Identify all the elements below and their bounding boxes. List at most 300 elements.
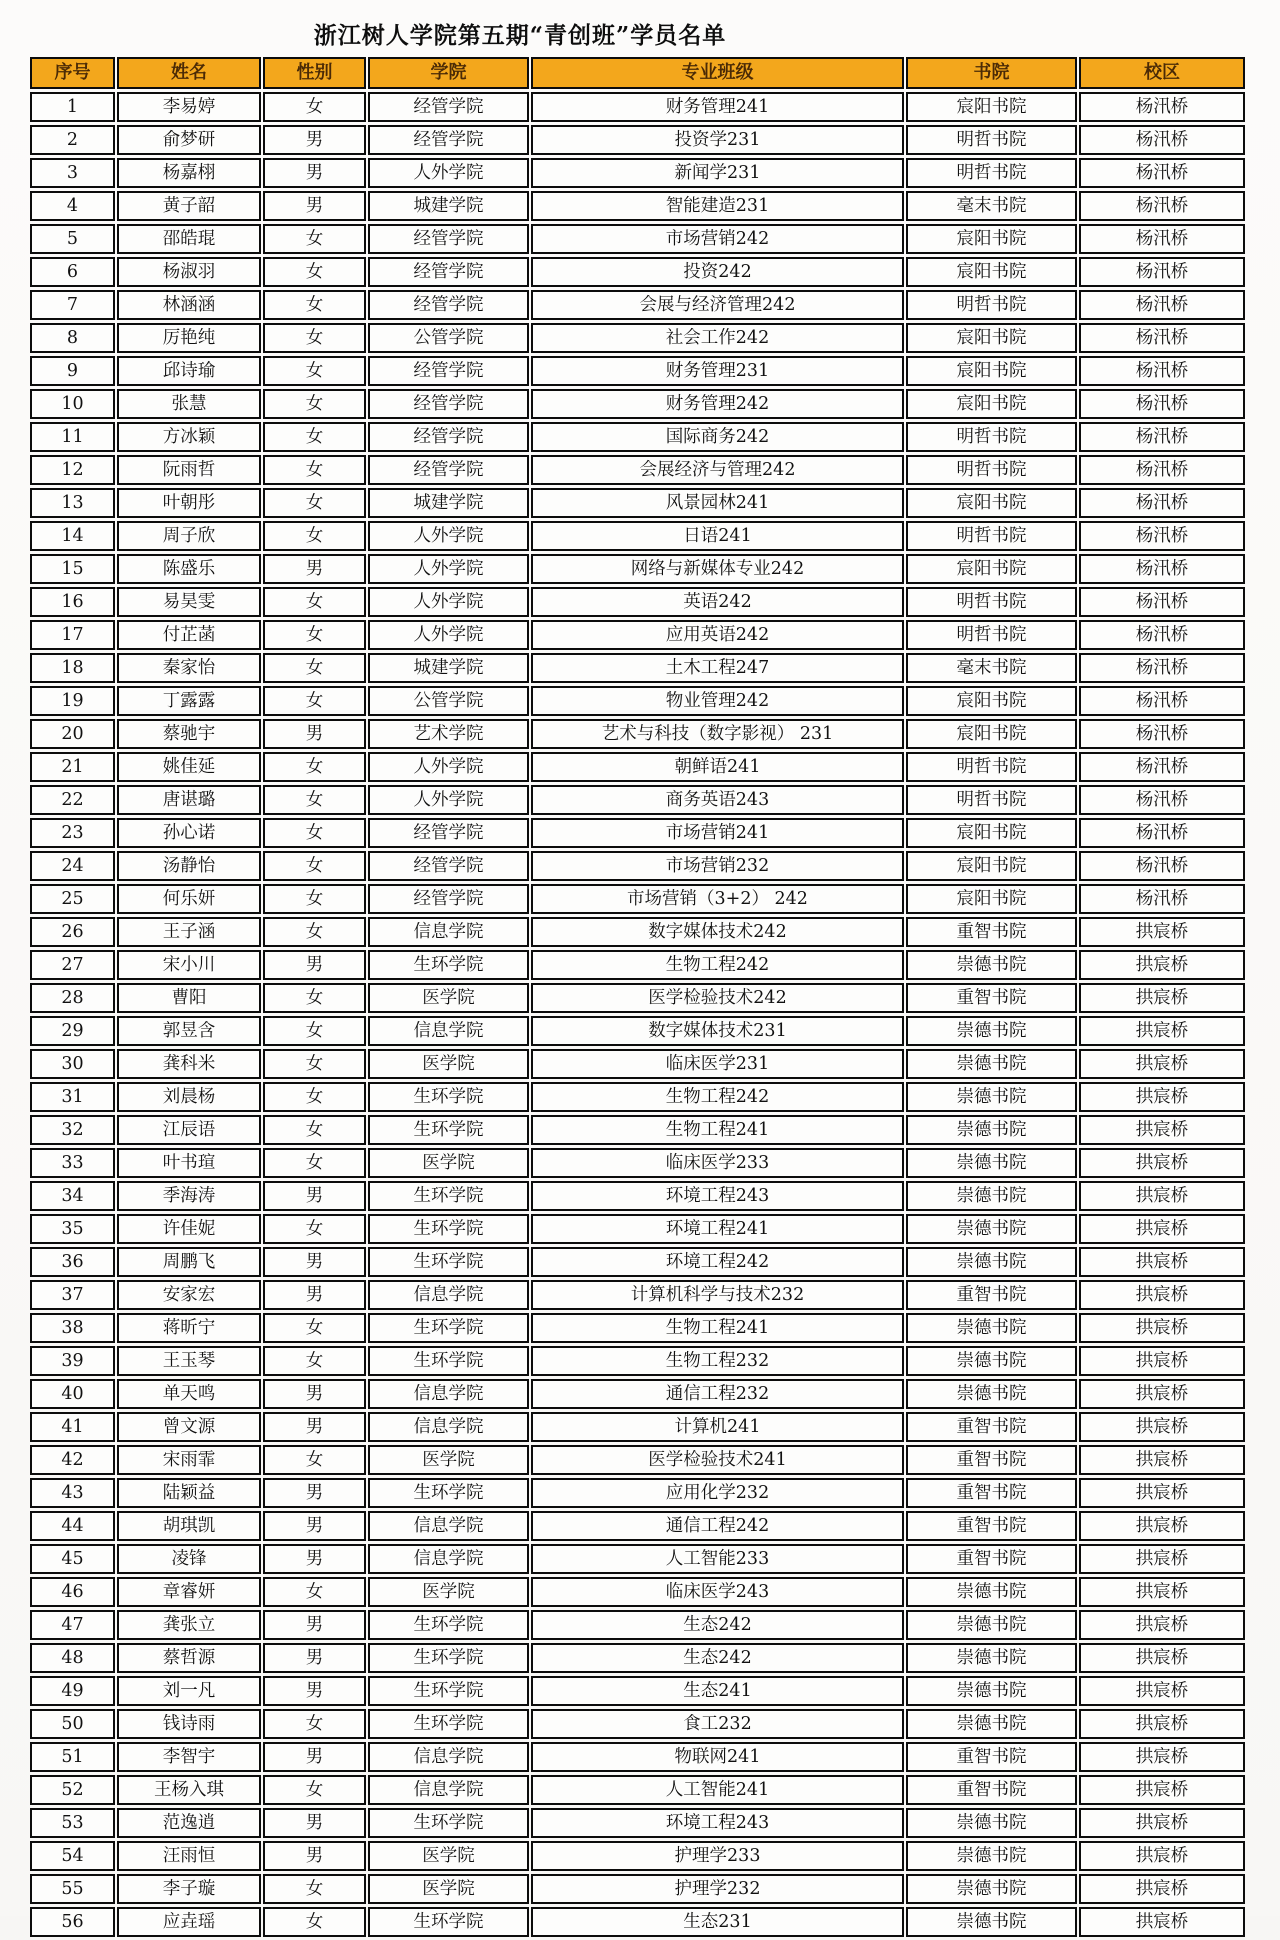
table-cell: 生环学院 [368,1643,529,1673]
table-cell: 阮雨哲 [117,455,261,485]
table-cell: 黄子韶 [117,191,261,221]
table-cell: 安家宏 [117,1280,261,1310]
table-cell: 环境工程241 [531,1214,904,1244]
table-cell: 信息学院 [368,1775,529,1805]
table-cell: 生环学院 [368,1247,529,1277]
table-cell: 经管学院 [368,851,529,881]
table-row [30,1577,1245,1607]
table-cell: 杨汛桥 [1079,323,1245,353]
table-cell: 环境工程243 [531,1181,904,1211]
table-cell: 经管学院 [368,884,529,914]
table-row [30,488,1245,518]
table-cell: 重智书院 [906,983,1077,1013]
table-cell: 护理学232 [531,1874,904,1904]
table-cell: 生环学院 [368,1115,529,1145]
table-cell: 重智书院 [906,917,1077,947]
table-cell: 重智书院 [906,1478,1077,1508]
table-cell: 33 [30,1148,115,1178]
table-cell: 女 [263,1214,366,1244]
table-cell: 计算机241 [531,1412,904,1442]
table-cell: 陆颖益 [117,1478,261,1508]
table-cell: 城建学院 [368,191,529,221]
table-cell: 34 [30,1181,115,1211]
table-cell: 生环学院 [368,1313,529,1343]
table-row [30,1346,1245,1376]
table-cell: 经管学院 [368,389,529,419]
table-cell: 宸阳书院 [906,554,1077,584]
table-cell: 计算机科学与技术232 [531,1280,904,1310]
table-cell: 女 [263,983,366,1013]
table-cell: 拱宸桥 [1079,1016,1245,1046]
table-cell: 单天鸣 [117,1379,261,1409]
table-cell: 人外学院 [368,620,529,650]
table-cell: 生态241 [531,1676,904,1706]
table-row [30,620,1245,650]
table-cell: 10 [30,389,115,419]
table-cell: 女 [263,587,366,617]
table-cell: 付芷菡 [117,620,261,650]
table-cell: 明哲书院 [906,422,1077,452]
table-cell: 蔡驰宇 [117,719,261,749]
table-cell: 杨汛桥 [1079,389,1245,419]
table-cell: 数字媒体技术242 [531,917,904,947]
table-cell: 30 [30,1049,115,1079]
table-cell: 生环学院 [368,1610,529,1640]
table-cell: 男 [263,1247,366,1277]
table-row [30,1049,1245,1079]
table-cell: 生物工程232 [531,1346,904,1376]
table-row [30,257,1245,287]
table-cell: 城建学院 [368,488,529,518]
table-cell: 财务管理231 [531,356,904,386]
table-row [30,1214,1245,1244]
table-cell: 男 [263,1610,366,1640]
table-cell: 22 [30,785,115,815]
table-cell: 市场营销（3+2） 242 [531,884,904,914]
table-cell: 崇德书院 [906,1874,1077,1904]
table-cell: 曹阳 [117,983,261,1013]
table-cell: 女 [263,1577,366,1607]
table-cell: 拱宸桥 [1079,983,1245,1013]
table-cell: 崇德书院 [906,1709,1077,1739]
table-cell: 生环学院 [368,950,529,980]
table-row [30,1676,1245,1706]
table-cell: 崇德书院 [906,1676,1077,1706]
table-cell: 女 [263,1148,366,1178]
table-row [30,554,1245,584]
table-cell: 男 [263,125,366,155]
table-cell: 女 [263,686,366,716]
table-cell: 拱宸桥 [1079,1610,1245,1640]
table-cell: 社会工作242 [531,323,904,353]
table-cell: 男 [263,1808,366,1838]
table-cell: 12 [30,455,115,485]
column-header: 学院 [368,57,529,89]
table-cell: 女 [263,323,366,353]
table-cell: 32 [30,1115,115,1145]
table-cell: 女 [263,422,366,452]
table-cell: 护理学233 [531,1841,904,1871]
table-cell: 俞梦研 [117,125,261,155]
table-cell: 42 [30,1445,115,1475]
table-cell: 汪雨恒 [117,1841,261,1871]
table-row [30,917,1245,947]
table-row [30,92,1245,122]
table-cell: 55 [30,1874,115,1904]
table-row [30,1742,1245,1772]
column-header: 书院 [906,57,1077,89]
table-cell: 经管学院 [368,125,529,155]
table-cell: 邱诗瑜 [117,356,261,386]
table-cell: 明哲书院 [906,620,1077,650]
table-cell: 信息学院 [368,1412,529,1442]
table-cell: 23 [30,818,115,848]
table-cell: 医学院 [368,1577,529,1607]
table-cell: 医学院 [368,983,529,1013]
table-cell: 宸阳书院 [906,323,1077,353]
table-cell: 网络与新媒体专业242 [531,554,904,584]
table-cell: 女 [263,1016,366,1046]
table-cell: 男 [263,1511,366,1541]
table-row [30,1115,1245,1145]
table-cell: 29 [30,1016,115,1046]
table-cell: 拱宸桥 [1079,1115,1245,1145]
table-cell: 投资学231 [531,125,904,155]
table-cell: 45 [30,1544,115,1574]
table-cell: 拱宸桥 [1079,1478,1245,1508]
table-cell: 应垚瑶 [117,1907,261,1937]
table-cell: 许佳妮 [117,1214,261,1244]
table-row [30,389,1245,419]
table-cell: 崇德书院 [906,1313,1077,1343]
table-cell: 易昊雯 [117,587,261,617]
table-row [30,1280,1245,1310]
table-cell: 宸阳书院 [906,686,1077,716]
table-cell: 重智书院 [906,1511,1077,1541]
table-cell: 拱宸桥 [1079,1742,1245,1772]
table-cell: 20 [30,719,115,749]
table-cell: 女 [263,488,366,518]
table-cell: 重智书院 [906,1445,1077,1475]
table-row [30,1181,1245,1211]
table-row [30,224,1245,254]
table-cell: 56 [30,1907,115,1937]
table-cell: 丁露露 [117,686,261,716]
table-cell: 章睿妍 [117,1577,261,1607]
table-row [30,1544,1245,1574]
table-cell: 宸阳书院 [906,389,1077,419]
table-cell: 临床医学231 [531,1049,904,1079]
table-cell: 生环学院 [368,1181,529,1211]
table-cell: 杨汛桥 [1079,719,1245,749]
table-cell: 崇德书院 [906,1577,1077,1607]
table-cell: 女 [263,818,366,848]
table-cell: 崇德书院 [906,1247,1077,1277]
table-cell: 男 [263,719,366,749]
table-cell: 人工智能233 [531,1544,904,1574]
table-cell: 叶书瑄 [117,1148,261,1178]
table-cell: 毫末书院 [906,191,1077,221]
table-cell: 男 [263,191,366,221]
table-cell: 生环学院 [368,1907,529,1937]
table-cell: 女 [263,1445,366,1475]
table-cell: 医学院 [368,1148,529,1178]
table-cell: 女 [263,917,366,947]
table-cell: 女 [263,455,366,485]
table-cell: 13 [30,488,115,518]
table-cell: 拱宸桥 [1079,1214,1245,1244]
table-row [30,1445,1245,1475]
column-header: 姓名 [117,57,261,89]
table-cell: 杨汛桥 [1079,224,1245,254]
table-cell: 拱宸桥 [1079,1577,1245,1607]
table-cell: 1 [30,92,115,122]
table-cell: 生态242 [531,1643,904,1673]
table-cell: 市场营销241 [531,818,904,848]
table-cell: 男 [263,1643,366,1673]
table-cell: 风景园林241 [531,488,904,518]
table-cell: 崇德书院 [906,1049,1077,1079]
table-row [30,653,1245,683]
table-cell: 杨汛桥 [1079,620,1245,650]
table-cell: 拱宸桥 [1079,1643,1245,1673]
table-cell: 17 [30,620,115,650]
column-header: 序号 [30,57,115,89]
table-row [30,587,1245,617]
table-cell: 商务英语243 [531,785,904,815]
table-cell: 人工智能241 [531,1775,904,1805]
table-cell: 宸阳书院 [906,224,1077,254]
table-row [30,1874,1245,1904]
table-cell: 杨汛桥 [1079,884,1245,914]
table-cell: 市场营销242 [531,224,904,254]
table-row [30,851,1245,881]
table-cell: 人外学院 [368,587,529,617]
table-row [30,1082,1245,1112]
table-cell: 投资242 [531,257,904,287]
table-cell: 公管学院 [368,686,529,716]
table-cell: 范逸逍 [117,1808,261,1838]
table-cell: 数字媒体技术231 [531,1016,904,1046]
table-cell: 经管学院 [368,356,529,386]
table-cell: 51 [30,1742,115,1772]
roster-table-body [30,92,1245,1937]
table-cell: 拱宸桥 [1079,1148,1245,1178]
table-cell: 通信工程242 [531,1511,904,1541]
table-cell: 临床医学233 [531,1148,904,1178]
table-cell: 蔡哲源 [117,1643,261,1673]
table-cell: 男 [263,1280,366,1310]
table-cell: 崇德书院 [906,1016,1077,1046]
table-cell: 6 [30,257,115,287]
table-cell: 女 [263,752,366,782]
table-cell: 生物工程241 [531,1115,904,1145]
table-cell: 陈盛乐 [117,554,261,584]
table-cell: 毫末书院 [906,653,1077,683]
table-cell: 宸阳书院 [906,488,1077,518]
table-row [30,422,1245,452]
table-cell: 姚佳延 [117,752,261,782]
table-cell: 唐谌璐 [117,785,261,815]
table-row [30,1412,1245,1442]
table-cell: 拱宸桥 [1079,1841,1245,1871]
table-cell: 蒋昕宁 [117,1313,261,1343]
table-cell: 41 [30,1412,115,1442]
table-cell: 37 [30,1280,115,1310]
table-cell: 人外学院 [368,785,529,815]
table-row [30,686,1245,716]
table-row [30,191,1245,221]
table-cell: 男 [263,1379,366,1409]
table-cell: 男 [263,950,366,980]
table-cell: 明哲书院 [906,587,1077,617]
table-cell: 女 [263,1907,366,1937]
table-row [30,818,1245,848]
table-cell: 宸阳书院 [906,356,1077,386]
table-cell: 杨汛桥 [1079,191,1245,221]
table-cell: 拱宸桥 [1079,950,1245,980]
table-row [30,1709,1245,1739]
table-cell: 拱宸桥 [1079,1280,1245,1310]
table-cell: 生物工程242 [531,950,904,980]
table-cell: 新闻学231 [531,158,904,188]
table-row [30,1907,1245,1937]
table-cell: 朝鲜语241 [531,752,904,782]
table-row [30,719,1245,749]
table-row [30,752,1245,782]
table-cell: 女 [263,851,366,881]
table-cell: 物业管理242 [531,686,904,716]
table-cell: 拱宸桥 [1079,1775,1245,1805]
table-cell: 应用英语242 [531,620,904,650]
table-cell: 信息学院 [368,1379,529,1409]
table-cell: 生物工程241 [531,1313,904,1343]
table-cell: 女 [263,653,366,683]
table-cell: 明哲书院 [906,158,1077,188]
table-cell: 21 [30,752,115,782]
table-cell: 国际商务242 [531,422,904,452]
table-cell: 经管学院 [368,224,529,254]
table-row [30,1478,1245,1508]
table-cell: 经管学院 [368,455,529,485]
table-cell: 刘一凡 [117,1676,261,1706]
table-row [30,884,1245,914]
table-cell: 生态242 [531,1610,904,1640]
table-row [30,1841,1245,1871]
table-cell: 杨汛桥 [1079,653,1245,683]
table-cell: 刘晨杨 [117,1082,261,1112]
table-cell: 生环学院 [368,1082,529,1112]
table-cell: 38 [30,1313,115,1343]
table-cell: 49 [30,1676,115,1706]
table-cell: 杨汛桥 [1079,818,1245,848]
table-cell: 5 [30,224,115,254]
table-cell: 医学检验技术241 [531,1445,904,1475]
table-cell: 明哲书院 [906,521,1077,551]
table-cell: 杨汛桥 [1079,455,1245,485]
table-cell: 拱宸桥 [1079,1709,1245,1739]
table-cell: 市场营销232 [531,851,904,881]
table-cell: 女 [263,92,366,122]
table-cell: 2 [30,125,115,155]
table-cell: 信息学院 [368,1742,529,1772]
table-row [30,785,1245,815]
table-cell: 生环学院 [368,1478,529,1508]
table-cell: 男 [263,1841,366,1871]
table-cell: 龚张立 [117,1610,261,1640]
table-cell: 女 [263,1049,366,1079]
table-cell: 宋小川 [117,950,261,980]
table-cell: 男 [263,554,366,584]
table-cell: 城建学院 [368,653,529,683]
table-cell: 9 [30,356,115,386]
table-row [30,1775,1245,1805]
table-cell: 重智书院 [906,1742,1077,1772]
table-row [30,983,1245,1013]
page-title: 浙江树人学院第五期“青创班”学员名单 [313,22,727,49]
table-cell: 王杨入琪 [117,1775,261,1805]
table-cell: 43 [30,1478,115,1508]
table-cell: 16 [30,587,115,617]
table-cell: 季海涛 [117,1181,261,1211]
table-cell: 智能建造231 [531,191,904,221]
table-cell: 拱宸桥 [1079,1082,1245,1112]
table-cell: 女 [263,884,366,914]
table-cell: 崇德书院 [906,1115,1077,1145]
table-cell: 医学院 [368,1841,529,1871]
table-cell: 崇德书院 [906,1379,1077,1409]
table-cell: 拱宸桥 [1079,917,1245,947]
table-cell: 明哲书院 [906,752,1077,782]
table-cell: 男 [263,1742,366,1772]
table-cell: 杨汛桥 [1079,488,1245,518]
table-cell: 周鹏飞 [117,1247,261,1277]
table-cell: 土木工程247 [531,653,904,683]
table-cell: 王子涵 [117,917,261,947]
table-cell: 杨汛桥 [1079,125,1245,155]
table-cell: 31 [30,1082,115,1112]
table-row [30,1148,1245,1178]
table-cell: 人外学院 [368,554,529,584]
table-cell: 拱宸桥 [1079,1544,1245,1574]
table-cell: 林涵涵 [117,290,261,320]
table-cell: 邵皓琨 [117,224,261,254]
table-cell: 杨汛桥 [1079,752,1245,782]
table-cell: 明哲书院 [906,290,1077,320]
table-cell: 拱宸桥 [1079,1874,1245,1904]
table-cell: 日语241 [531,521,904,551]
table-cell: 崇德书院 [906,1610,1077,1640]
table-cell: 凌锋 [117,1544,261,1574]
table-cell: 3 [30,158,115,188]
table-cell: 4 [30,191,115,221]
table-row [30,1313,1245,1343]
table-cell: 李易婷 [117,92,261,122]
table-cell: 拱宸桥 [1079,1049,1245,1079]
table-cell: 李子璇 [117,1874,261,1904]
table-cell: 女 [263,1313,366,1343]
table-cell: 杨汛桥 [1079,257,1245,287]
table-cell: 杨汛桥 [1079,851,1245,881]
table-row [30,125,1245,155]
table-cell: 19 [30,686,115,716]
table-cell: 拱宸桥 [1079,1676,1245,1706]
table-cell: 女 [263,1082,366,1112]
table-row [30,1643,1245,1673]
table-row [30,455,1245,485]
table-cell: 拱宸桥 [1079,1181,1245,1211]
table-cell: 郭昱含 [117,1016,261,1046]
